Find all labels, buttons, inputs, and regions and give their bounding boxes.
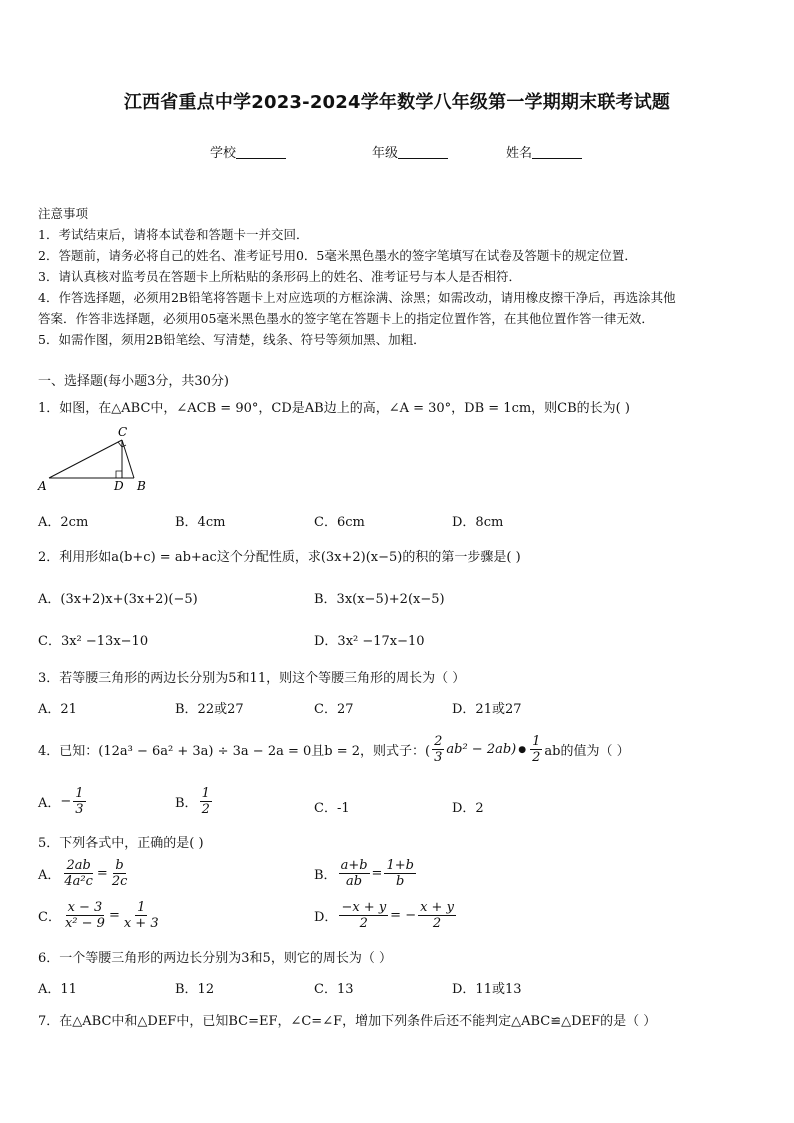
q4-fraction-half: $\frac{1}{2}$ (532, 734, 541, 765)
note-item: 3．请认真核对监考员在答题卡上所粘贴的条形码上的姓名、准考证号与本人是否相符． (38, 269, 521, 284)
question-7-stem: 7．在△ABC中和△DEF中，已知BC=EF，∠C=∠F，增加下列条件后还不能判定△ABC≌△DEF的是（ ） (38, 1014, 657, 1029)
notes-heading: 注意事项 (38, 206, 89, 221)
grade-field (372, 142, 448, 161)
vertex-label-a: A (38, 479, 47, 493)
q1-option-b: B．4cm (175, 515, 226, 530)
q1-option-c: C．6cm (314, 515, 365, 530)
question-1-stem: 1．如图，在△ABC中，∠ACB = 90°，CD是AB边上的高，∠A = 30°，DB = 1cm，则CB的长为( ) (38, 401, 630, 416)
note-item: 4．作答选择题，必须用2B铅笔将答题卡上对应选项的方框涂满、涂黑；如需改动，请用橡皮擦干净后，再选涂其他 (38, 290, 676, 305)
q5-option-a: A． $\frac{2ab}{\text{4a²c}}$ = $\frac{b}{2c}$ (38, 858, 128, 889)
question-6-stem: 6．一个等腰三角形的两边长分别为3和5，则它的周长为（ ） (38, 951, 392, 966)
q4-option-a-fraction: $\frac{1}{3}$ (75, 786, 84, 817)
name-field (506, 142, 582, 161)
question-3-stem: 3．若等腰三角形的两边长分别为5和11，则这个等腰三角形的周长为（ ） (38, 671, 466, 686)
note-item: 答案．作答非选择题，必须用05毫米黑色墨水的签字笔在答题卡上的指定位置作答，在其他位置作答一律无效． (38, 311, 654, 326)
q4-dot: ● (518, 744, 527, 755)
vertex-label-b: B (137, 479, 146, 493)
question-4-stem (38, 734, 630, 765)
q6-option-d: D．11或13 (452, 982, 522, 997)
q6-option-a: A．11 (38, 982, 77, 997)
q3-option-c: C．27 (314, 702, 354, 717)
q4-option-d: D．2 (452, 801, 484, 816)
page-title: 江西省重点中学2023-2024学年数学八年级第一学期期末联考试题 (123, 92, 671, 113)
q1-option-d: D．8cm (452, 515, 504, 530)
q4-option-a: A． − $\frac{1}{3}$ (38, 786, 84, 817)
section-heading: 一、选择题(每小题3分，共30分) (38, 374, 229, 389)
q4-stem-part-a: 4．已知：(12a³ − 6a² + 3a) ÷ 3a − 2a = 0且b = 2，则式子：( (38, 744, 431, 759)
q6-option-b: B．12 (175, 982, 215, 997)
q2-option-b: B．3x(x−5)+2(x−5) (314, 592, 445, 607)
triangle-figure (36, 426, 156, 494)
question-2-stem: 2．利用形如a(b+c) = ab+ac这个分配性质，求(3x+2)(x−5)的积的第一步骤是( ) (38, 550, 521, 565)
q4-option-c: C．-1 (314, 801, 350, 816)
school-blank (236, 146, 286, 159)
q6-option-c: C．13 (314, 982, 354, 997)
q2-option-c: C．3x² −13x−10 (38, 634, 149, 649)
name-label: 姓名 (506, 146, 533, 161)
q5-option-d: D． $\frac{-x + y}{2}$ = − $\frac{x + y}{2}$ (314, 900, 454, 931)
name-blank (532, 146, 582, 159)
q1-option-a: A．2cm (38, 515, 89, 530)
q2-option-d: D．3x² −17x−10 (314, 634, 425, 649)
q4-option-b: B． $\frac{1}{2}$ (175, 786, 210, 817)
q5-option-b: B． $\frac{a+b}{ab}$ = $\frac{1+b}{b}$ (314, 858, 414, 889)
note-item: 1．考试结束后，请将本试卷和答题卡一并交回． (38, 227, 309, 242)
grade-blank (398, 146, 448, 159)
q3-option-d: D．21或27 (452, 702, 522, 717)
q3-option-b: B．22或27 (175, 702, 244, 717)
school-label: 学校 (210, 146, 237, 161)
q4-option-b-fraction: $\frac{1}{2}$ (201, 786, 210, 817)
q5-option-c: C． $\frac{x - 3}{\text{x² − 9}}$ = $\frac{1}{x + 3}$ (38, 900, 159, 931)
q4-stem-part-b: ab² − 2ab) (446, 742, 517, 757)
note-item: 5．如需作图，须用2B铅笔绘、写清楚，线条、符号等须加黑、加粗． (38, 332, 426, 347)
question-5-stem: 5．下列各式中，正确的是( ) (38, 836, 204, 851)
q3-option-a: A．21 (38, 702, 77, 717)
vertex-label-c: C (118, 426, 128, 439)
school-field (210, 142, 286, 161)
note-item: 2．答题前，请务必将自己的姓名、准考证号用0．5毫米黑色墨水的签字笔填写在试卷及答题卡的规定位置． (38, 248, 637, 263)
vertex-label-d: D (114, 479, 124, 493)
grade-label: 年级 (372, 146, 399, 161)
q2-option-a: A．(3x+2)x+(3x+2)(−5) (38, 592, 198, 607)
q4-stem-part-c: ab的值为（ ） (544, 744, 630, 759)
q4-fraction-two-thirds: $\frac{2}{3}$ (434, 734, 443, 765)
